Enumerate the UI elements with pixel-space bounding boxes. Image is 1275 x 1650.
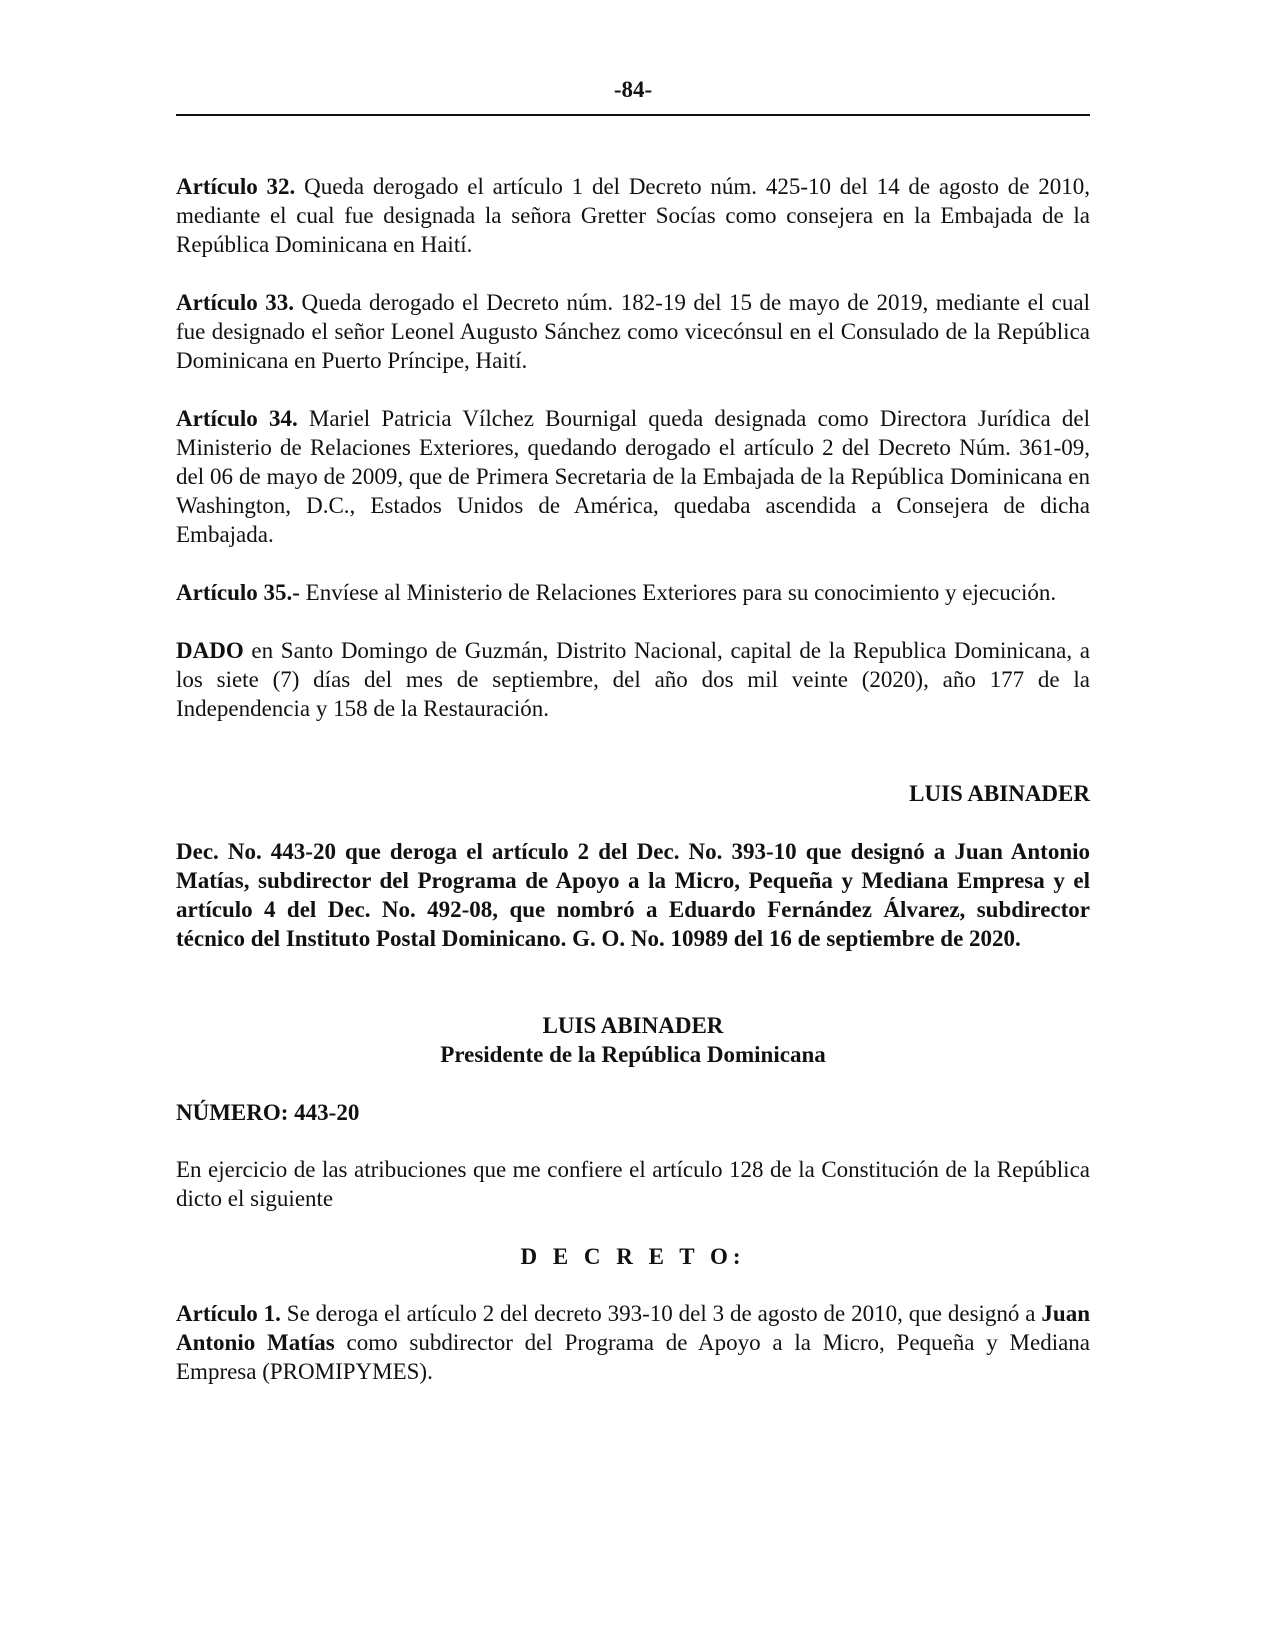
signature-name: LUIS ABINADER	[909, 781, 1090, 806]
article-text: Se deroga el artículo 2 del decreto 393-10 del 3 de agosto de 2010, que designó a	[280, 1301, 1042, 1326]
dado-paragraph	[176, 636, 1090, 723]
decreto-heading: D E C R E T O:	[520, 1244, 746, 1269]
article-34	[176, 404, 1090, 549]
article-text: Queda derogado el artículo 1 del Decreto núm. 425-10 del 14 de agosto de 2010, mediante el cual fue designada la señora Gretter Socías como consejera en la Embajada de la República Dominicana en Haití.	[176, 174, 1090, 257]
article-35	[176, 578, 1090, 607]
article-text: Queda derogado el Decreto núm. 182-19 del 15 de mayo de 2019, mediante el cual fue designado el señor Leonel Augusto Sánchez como vicecónsul en el Consulado de la República Dominicana en Puerto Príncipe, Haití.	[176, 290, 1090, 373]
article-1	[176, 1299, 1090, 1386]
preamble: En ejercicio de las atribuciones que me confiere el artículo 128 de la Constitución de la República dicto el siguiente	[176, 1157, 1090, 1211]
decree-number: NÚMERO: 443-20	[176, 1100, 360, 1125]
article-label: Artículo 1.	[176, 1301, 281, 1326]
article-label: Artículo 35.-	[176, 580, 300, 605]
president-name: LUIS ABINADER	[542, 1013, 724, 1038]
president-title: Presidente de la República Dominicana	[440, 1042, 826, 1067]
dado-text: en Santo Domingo de Guzmán, Distrito Nacional, capital de la Republica Dominicana, a los siete (7) días del mes de septiembre, del año dos mil veinte (2020), año 177 de la Independencia y 158 de la Restauración.	[176, 638, 1090, 721]
article-text: Mariel Patricia Vílchez Bournigal queda designada como Directora Jurídica del Ministerio de Relaciones Exteriores, quedando derogado el artículo 2 del Decreto Núm. 361-09, del 06 de mayo de 2009, que de Primera Secretaria de la Embajada de la República Dominicana en Washington, D.C., Estados Unidos de América, quedaba ascendida a Consejera de dicha Embajada.	[176, 406, 1090, 547]
person-name: Juan Antonio Matías	[176, 1301, 1090, 1355]
article-label: Artículo 33.	[176, 290, 295, 315]
article-text: Envíese al Ministerio de Relaciones Exteriores para su conocimiento y ejecución.	[299, 580, 1057, 605]
article-32	[176, 172, 1090, 259]
document-page	[176, 70, 1090, 1386]
decree-heading	[176, 1011, 1090, 1069]
article-text: como subdirector del Programa de Apoyo a la Micro, Pequeña y Mediana Empresa (PROMIPYMES).	[176, 1330, 1091, 1384]
article-label: Artículo 34.	[176, 406, 298, 431]
header-rule	[176, 114, 1090, 116]
article-label: Artículo 32.	[176, 174, 296, 199]
article-33	[176, 288, 1090, 375]
decree-summary: Dec. No. 443-20 que deroga el artículo 2 del Dec. No. 393-10 que designó a Juan Antonio Matías, subdirector del Programa de Apoyo a la Micro, Pequeña y Mediana Empresa y el artículo 4 del Dec. No. 492-08, que nombró a Eduardo Fernández Álvarez, subdirector técnico del Instituto Postal Dominicano. G. O. No. 10989 del 16 de septiembre de 2020.	[176, 839, 1090, 951]
page-number: -84-	[613, 77, 653, 102]
dado-label: DADO	[176, 638, 244, 663]
